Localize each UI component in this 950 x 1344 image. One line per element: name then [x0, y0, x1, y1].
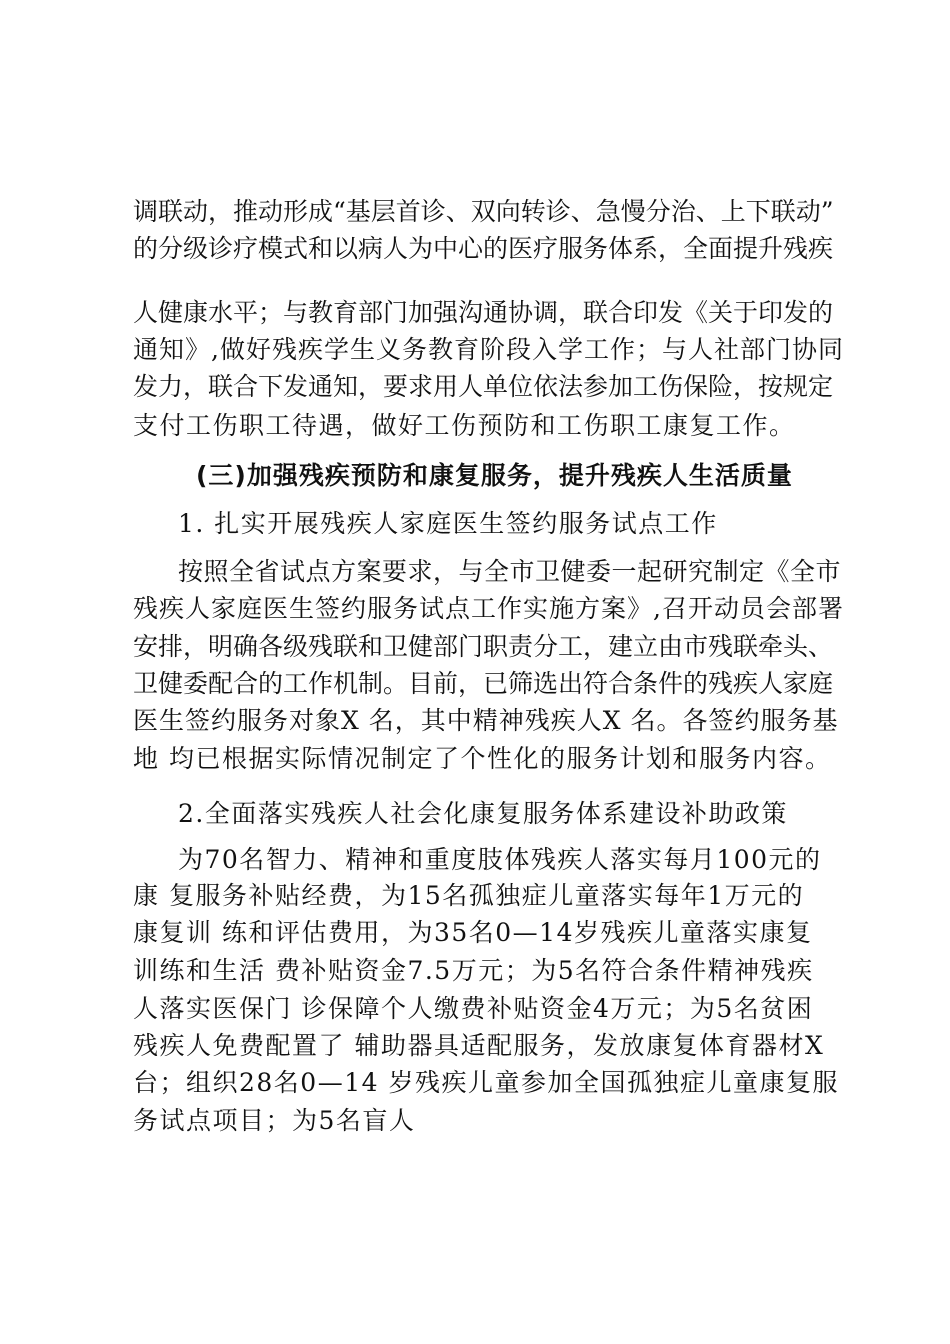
paragraph-line: 人落实医保门 诊保障个人缴费补贴资金4万元；为5名贫困 [133, 994, 814, 1023]
paragraph-line: 残疾人免费配置了 辅助器具适配服务，发放康复体育器材X [133, 1031, 825, 1060]
paragraph-line: 支付工伤职工待遇，做好工伤预防和工伤职工康复工作。 [133, 411, 796, 440]
paragraph-line: 务试点项目；为5名盲人 [133, 1106, 416, 1135]
section-heading: (三)加强残疾预防和康复服务，提升残疾人生活质量 [196, 461, 793, 490]
paragraph-line: 发力，联合下发通知，要求用人单位依法参加工伤保险，按规定 [133, 372, 834, 401]
paragraph-line: 地 均已根据实际情况制定了个性化的服务计划和服务内容。 [133, 744, 832, 773]
paragraph-line: 的分级诊疗模式和以病人为中心的医疗服务体系，全面提升残疾 [133, 234, 834, 263]
subsection-heading: 2.全面落实残疾人社会化康复服务体系建设补助政策 [178, 799, 788, 828]
paragraph-line: 为70名智力、精神和重度肢体残疾人落实每月100元的 [178, 845, 822, 874]
paragraph-line: 台；组织28名0—14 岁残疾儿童参加全国孤独症儿童康复服 [133, 1068, 839, 1097]
paragraph-line: 医生签约服务对象X 名，其中精神残疾人X 名。各签约服务基 [133, 706, 839, 735]
paragraph-line: 康 复服务补贴经费，为15名孤独症儿童落实每年1万元的 [133, 881, 805, 910]
paragraph-line: 安排，明确各级残联和卫健部门职责分工，建立由市残联牵头、 [133, 632, 834, 661]
paragraph-line: 残疾人家庭医生签约服务试点工作实施方案》,召开动员会部署 [133, 594, 844, 623]
paragraph-line: 卫健委配合的工作机制。目前，已筛选出符合条件的残疾人家庭 [133, 669, 834, 698]
paragraph-line: 通知》,做好残疾学生义务教育阶段入学工作；与人社部门协同 [133, 335, 844, 364]
paragraph-line: 调联动，推动形成“基层首诊、双向转诊、急慢分治、上下联动” [133, 197, 834, 226]
paragraph-line: 人健康水平；与教育部门加强沟通协调，联合印发《关于印发的 [133, 298, 834, 327]
paragraph-line: 康复训 练和评估费用，为35名0—14岁残疾儿童落实康复 [133, 918, 813, 947]
paragraph-line: 训练和生活 费补贴资金7.5万元；为5名符合条件精神残疾 [133, 956, 814, 985]
subsection-heading: 1. 扎实开展残疾人家庭医生签约服务试点工作 [178, 509, 718, 538]
paragraph-line: 按照全省试点方案要求，与全市卫健委一起研究制定《全市 [178, 557, 842, 586]
